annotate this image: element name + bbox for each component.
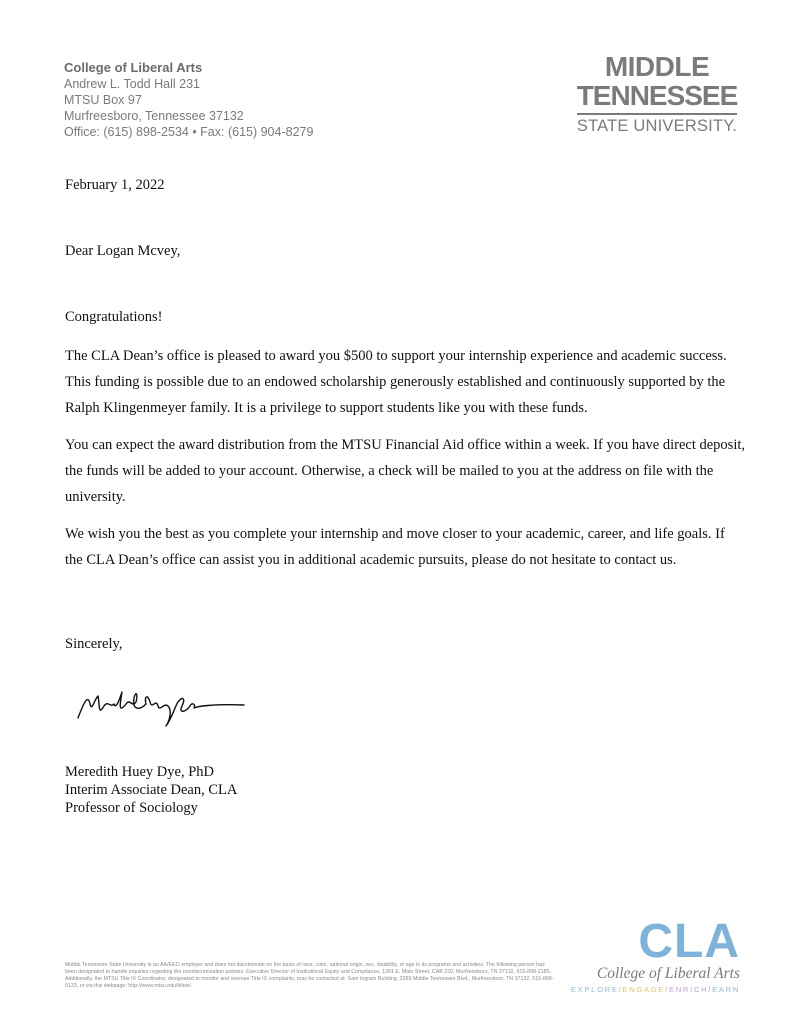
- address-line: MTSU Box 97: [64, 93, 142, 107]
- tagline-explore: EXPLORE: [570, 985, 619, 994]
- logo-line-middle: MIDDLE: [604, 51, 710, 82]
- logo-rule: [577, 113, 737, 115]
- signer-name: Meredith Huey Dye, PhD: [65, 764, 215, 780]
- signer-title: Interim Associate Dean, CLA: [65, 782, 238, 798]
- logo-line-tennessee: TENNESSEE: [576, 80, 738, 111]
- cla-tagline: [564, 985, 740, 995]
- tagline-separator: /: [708, 985, 713, 994]
- tagline-earn: EARN: [712, 985, 740, 994]
- cla-logo: [564, 915, 740, 995]
- salutation: Dear Logan Mcvey,: [65, 243, 181, 259]
- tagline-separator: /: [618, 985, 623, 994]
- mtsu-logo: [574, 53, 740, 135]
- congratulations: Congratulations!: [65, 309, 163, 325]
- logo-line-state-university: STATE UNIVERSITY.: [576, 117, 738, 135]
- college-name: College of Liberal Arts: [64, 60, 203, 75]
- body-paragraph-2: You can expect the award distribution from the MTSU Financial Aid office within a week. If you have direct deposit, the funds will be added to your account. Otherwise, a check will be mailed to you at the address on file with the university.: [65, 437, 745, 505]
- body-paragraph-3: We wish you the best as you complete your internship and move closer to your academic, career, and life goals. If the CLA Dean’s office can assist you in additional academic pursuits, please do not hesitate to contact us.: [65, 526, 725, 568]
- closing: Sincerely,: [65, 636, 123, 652]
- signer-block: [65, 763, 237, 817]
- letter-date: February 1, 2022: [65, 177, 165, 193]
- address-line: Murfreesboro, Tennessee 37132: [64, 109, 244, 123]
- address-line: Andrew L. Todd Hall 231: [64, 77, 200, 91]
- contact-line: Office: (615) 898-2534 • Fax: (615) 904-8279: [64, 125, 314, 139]
- tagline-enrich: ENRICH: [668, 985, 709, 994]
- signature-image: [74, 682, 250, 730]
- cla-wordmark: CLA: [638, 915, 740, 968]
- letterhead: [64, 60, 313, 140]
- nondiscrimination-notice: Middle Tennessee State University is an AA/EEO employer and does not discriminate on the basis of race, color, national origin, sex, disability, or age in its programs and activities. The following person has been designated to handle inquiries regarding the nondiscrimination policies: Executive Director of Institutional Equity and Compliance, 1301 E. Main Street, CAB 220, Murfreesboro, TN 37132, 615-898-2185. Additionally, the MTSU Title IX Coordinator, designated to monitor and oversee Title IX complaints, may be contacted at: Sam Ingram Building, 2269 Middle Tennessee Blvd., Murfreesboro, TN 37132, 615-898-5133, or via this webpage: http://www.mtsu.edu/titleix/.: [65, 962, 554, 989]
- cla-college-name: College of Liberal Arts: [596, 965, 740, 982]
- signer-title: Professor of Sociology: [65, 800, 198, 816]
- tagline-separator: /: [665, 985, 669, 994]
- body-paragraph-1: The CLA Dean’s office is pleased to award you $500 to support your internship experience and academic success. This funding is possible due to an endowed scholarship generously established and continuously supported by the Ralph Klingenmeyer family. It is a privilege to support students like you with these funds.: [65, 348, 727, 416]
- tagline-engage: ENGAGE: [622, 985, 666, 994]
